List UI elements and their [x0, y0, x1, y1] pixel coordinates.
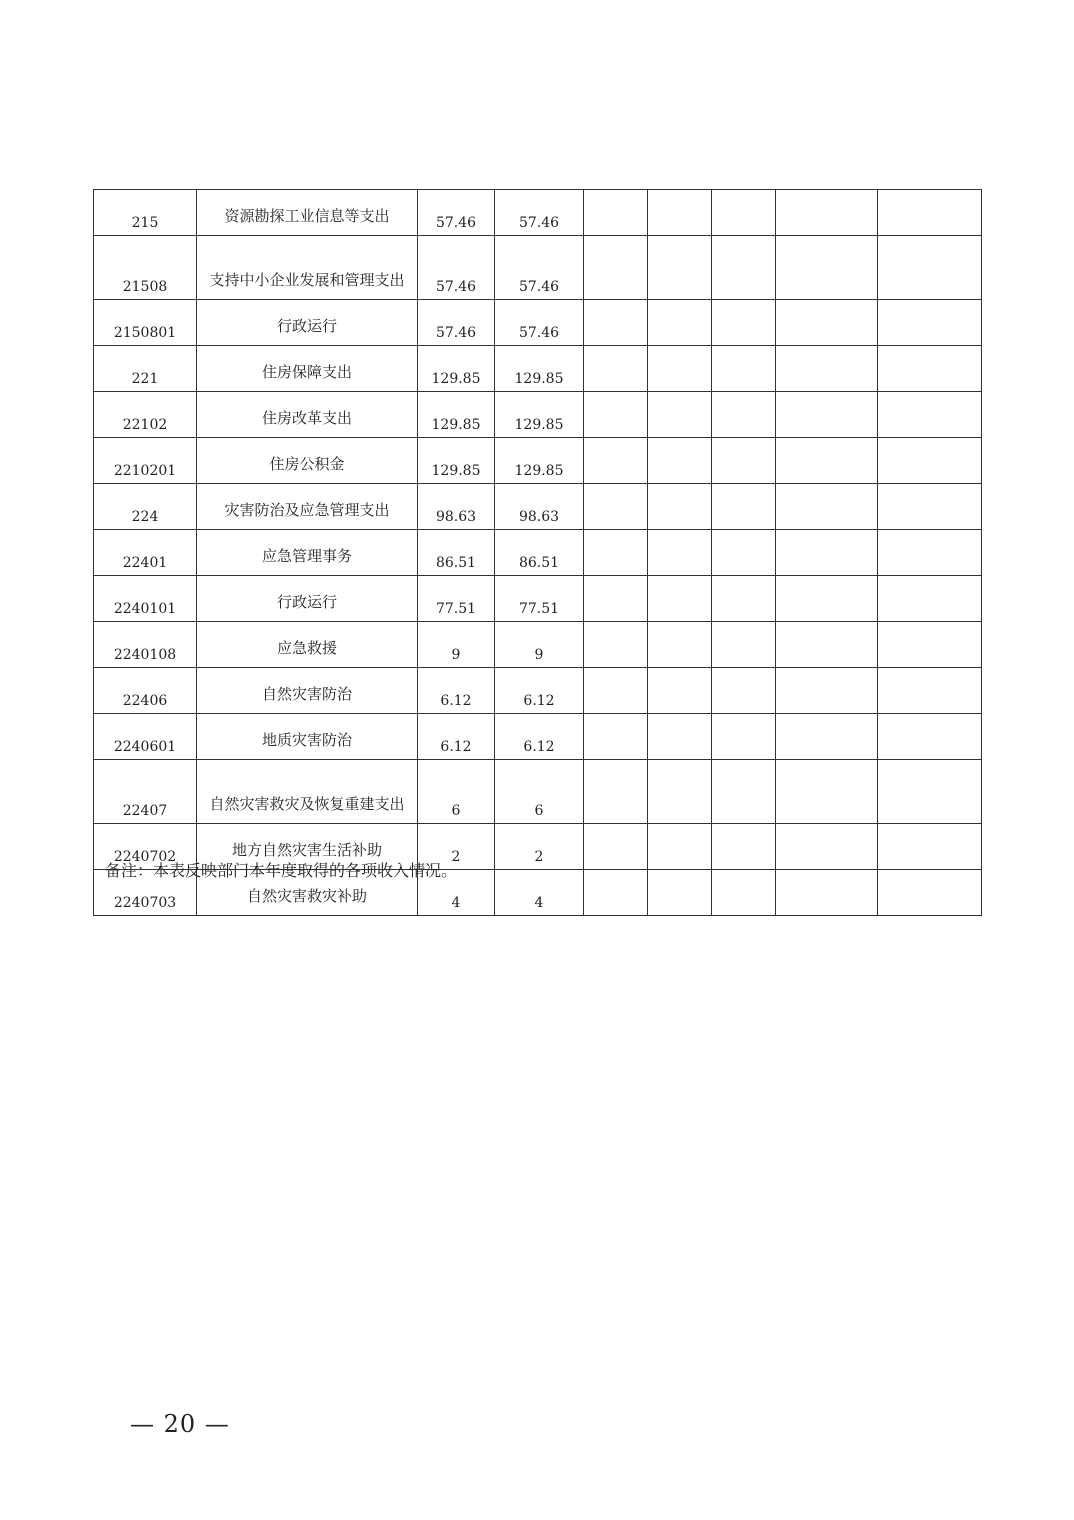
empty-cell [648, 622, 712, 668]
empty-cell [878, 236, 982, 300]
empty-cell [648, 576, 712, 622]
subject-code: 2240101 [94, 576, 197, 622]
table-row [94, 530, 982, 576]
subject-name: 支持中小企业发展和管理支出 [197, 236, 418, 300]
table-note: 备注：本表反映部门本年度取得的各项收入情况。 [105, 861, 458, 880]
subject-name: 地质灾害防治 [197, 714, 418, 760]
subject-code: 22401 [94, 530, 197, 576]
subject-code: 2240601 [94, 714, 197, 760]
subject-name: 住房改革支出 [197, 392, 418, 438]
empty-cell [584, 668, 648, 714]
empty-cell [878, 346, 982, 392]
empty-cell [878, 392, 982, 438]
empty-cell [584, 392, 648, 438]
empty-cell [648, 190, 712, 236]
table-row [94, 438, 982, 484]
total-amount: 57.46 [418, 190, 495, 236]
table-row [94, 236, 982, 300]
empty-cell [776, 236, 878, 300]
table-row [94, 484, 982, 530]
empty-cell [584, 622, 648, 668]
empty-cell [648, 714, 712, 760]
empty-cell [648, 870, 712, 916]
page-number: — 20 — [130, 1410, 230, 1438]
empty-cell [584, 576, 648, 622]
amount: 129.85 [495, 392, 584, 438]
empty-cell [648, 824, 712, 870]
amount: 4 [495, 870, 584, 916]
total-amount: 57.46 [418, 236, 495, 300]
empty-cell [712, 484, 776, 530]
subject-name: 资源勘探工业信息等支出 [197, 190, 418, 236]
empty-cell [584, 484, 648, 530]
empty-cell [712, 714, 776, 760]
subject-code: 221 [94, 346, 197, 392]
amount: 2 [495, 824, 584, 870]
total-amount: 6.12 [418, 714, 495, 760]
empty-cell [776, 438, 878, 484]
subject-code: 2210201 [94, 438, 197, 484]
amount: 77.51 [495, 576, 584, 622]
total-amount: 6 [418, 760, 495, 824]
empty-cell [878, 484, 982, 530]
empty-cell [584, 760, 648, 824]
subject-name: 自然灾害防治 [197, 668, 418, 714]
empty-cell [878, 576, 982, 622]
amount: 98.63 [495, 484, 584, 530]
empty-cell [878, 760, 982, 824]
empty-cell [712, 300, 776, 346]
table-row [94, 392, 982, 438]
empty-cell [776, 392, 878, 438]
subject-name: 自然灾害救灾及恢复重建支出 [197, 760, 418, 824]
empty-cell [712, 236, 776, 300]
empty-cell [584, 346, 648, 392]
subject-code: 2150801 [94, 300, 197, 346]
subject-name: 行政运行 [197, 576, 418, 622]
empty-cell [712, 622, 776, 668]
empty-cell [712, 870, 776, 916]
amount: 57.46 [495, 236, 584, 300]
empty-cell [584, 824, 648, 870]
subject-code: 2240703 [94, 870, 197, 916]
empty-cell [776, 190, 878, 236]
budget-table [93, 189, 982, 916]
table-row [94, 346, 982, 392]
amount: 57.46 [495, 300, 584, 346]
subject-code: 215 [94, 190, 197, 236]
empty-cell [584, 714, 648, 760]
total-amount: 9 [418, 622, 495, 668]
empty-cell [648, 668, 712, 714]
amount: 129.85 [495, 438, 584, 484]
subject-name: 自然灾害救灾补助 [197, 870, 418, 916]
empty-cell [584, 236, 648, 300]
subject-name: 地方自然灾害生活补助 [197, 824, 418, 870]
subject-code: 22406 [94, 668, 197, 714]
empty-cell [648, 346, 712, 392]
table-row [94, 576, 982, 622]
subject-name: 应急管理事务 [197, 530, 418, 576]
empty-cell [878, 300, 982, 346]
empty-cell [648, 300, 712, 346]
table-row [94, 760, 982, 824]
amount: 129.85 [495, 346, 584, 392]
empty-cell [712, 392, 776, 438]
total-amount: 98.63 [418, 484, 495, 530]
amount: 57.46 [495, 190, 584, 236]
empty-cell [776, 870, 878, 916]
total-amount: 2 [418, 824, 495, 870]
empty-cell [776, 484, 878, 530]
empty-cell [584, 190, 648, 236]
empty-cell [712, 576, 776, 622]
subject-code: 2240108 [94, 622, 197, 668]
total-amount: 129.85 [418, 346, 495, 392]
empty-cell [584, 870, 648, 916]
empty-cell [878, 714, 982, 760]
empty-cell [878, 438, 982, 484]
total-amount: 86.51 [418, 530, 495, 576]
subject-code: 2240702 [94, 824, 197, 870]
empty-cell [648, 392, 712, 438]
empty-cell [584, 438, 648, 484]
empty-cell [712, 346, 776, 392]
empty-cell [776, 300, 878, 346]
amount: 9 [495, 622, 584, 668]
empty-cell [776, 714, 878, 760]
empty-cell [648, 236, 712, 300]
empty-cell [776, 530, 878, 576]
subject-name: 住房公积金 [197, 438, 418, 484]
total-amount: 129.85 [418, 438, 495, 484]
subject-name: 住房保障支出 [197, 346, 418, 392]
table-row [94, 622, 982, 668]
empty-cell [776, 576, 878, 622]
empty-cell [776, 760, 878, 824]
empty-cell [776, 668, 878, 714]
amount: 6.12 [495, 714, 584, 760]
subject-name: 应急救援 [197, 622, 418, 668]
empty-cell [776, 622, 878, 668]
table-row [94, 190, 982, 236]
empty-cell [712, 760, 776, 824]
total-amount: 129.85 [418, 392, 495, 438]
total-amount: 4 [418, 870, 495, 916]
amount: 6.12 [495, 668, 584, 714]
table-row [94, 668, 982, 714]
empty-cell [648, 484, 712, 530]
table-row [94, 300, 982, 346]
total-amount: 77.51 [418, 576, 495, 622]
total-amount: 57.46 [418, 300, 495, 346]
subject-code: 22407 [94, 760, 197, 824]
subject-name: 灾害防治及应急管理支出 [197, 484, 418, 530]
empty-cell [878, 530, 982, 576]
amount: 86.51 [495, 530, 584, 576]
empty-cell [648, 760, 712, 824]
table-row [94, 714, 982, 760]
empty-cell [584, 300, 648, 346]
empty-cell [712, 438, 776, 484]
empty-cell [584, 530, 648, 576]
empty-cell [712, 668, 776, 714]
total-amount: 6.12 [418, 668, 495, 714]
subject-name: 行政运行 [197, 300, 418, 346]
empty-cell [776, 346, 878, 392]
amount: 6 [495, 760, 584, 824]
subject-code: 22102 [94, 392, 197, 438]
empty-cell [878, 870, 982, 916]
subject-code: 21508 [94, 236, 197, 300]
empty-cell [776, 824, 878, 870]
empty-cell [712, 190, 776, 236]
empty-cell [712, 530, 776, 576]
empty-cell [878, 668, 982, 714]
subject-code: 224 [94, 484, 197, 530]
empty-cell [878, 622, 982, 668]
empty-cell [878, 824, 982, 870]
empty-cell [648, 438, 712, 484]
empty-cell [648, 530, 712, 576]
empty-cell [712, 824, 776, 870]
empty-cell [878, 190, 982, 236]
